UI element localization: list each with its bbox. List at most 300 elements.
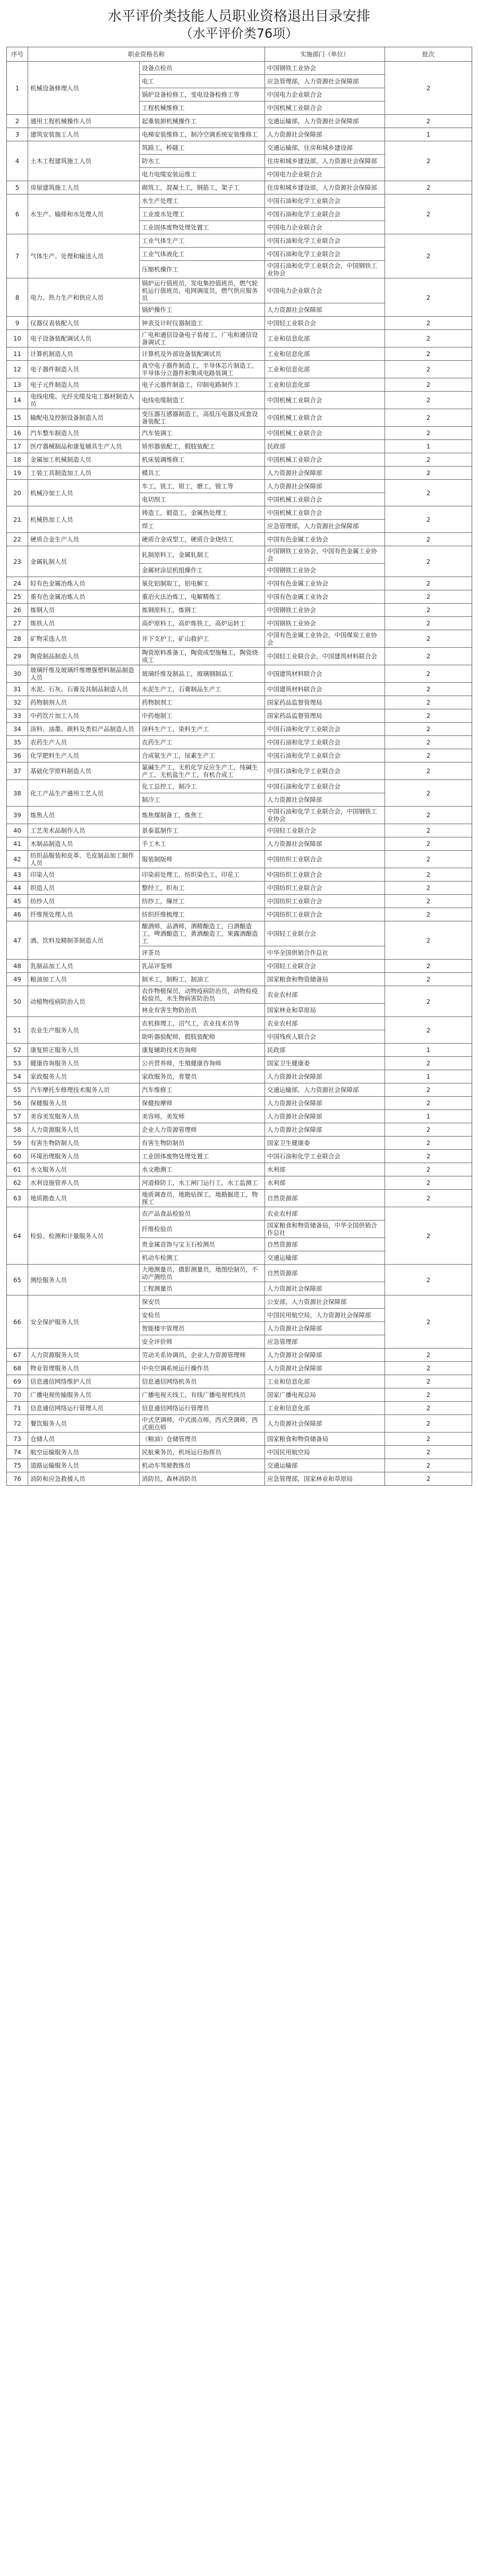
row-batch: 2: [385, 1349, 472, 1362]
row-dept: 中国纺织工业联合会: [265, 851, 385, 868]
table-row: [7, 665, 472, 683]
row-dept: 中国石油和化学工业联合会: [265, 208, 385, 221]
table-row: [7, 882, 472, 895]
row-seq: 60: [7, 1150, 28, 1163]
row-category: 炼铁人员: [28, 617, 140, 630]
table-row: [7, 824, 472, 837]
row-batch: 2: [385, 630, 472, 648]
row-batch: 2: [385, 1057, 472, 1070]
row-category: 安全保护服务人员: [28, 1295, 140, 1349]
row-batch: 2: [385, 506, 472, 533]
row-occupation: 汽车维修工: [140, 1083, 265, 1097]
table-row: [7, 590, 472, 604]
row-batch: 2: [385, 604, 472, 617]
row-seq: 69: [7, 1375, 28, 1388]
row-dept: 中国建筑材料联合会: [265, 665, 385, 683]
row-occupation: 水文勘测工: [140, 1163, 265, 1176]
row-category: 木制品制造人员: [28, 837, 140, 851]
row-batch: 2: [385, 480, 472, 506]
table-row: [7, 1176, 472, 1190]
table-row: [7, 1472, 472, 1486]
row-seq: 37: [7, 762, 28, 780]
row-occupation: 林业有害生物防治员: [140, 1004, 265, 1017]
row-occupation: 锅炉运行值班员，发电集控值班员，燃气轮机运行值班员，电网调度员，燃气供应服务员: [140, 278, 265, 303]
row-occupation: 机床装调维修工: [140, 453, 265, 467]
row-dept: 人力资源社会保障部: [265, 837, 385, 851]
row-category: 餐饮服务人员: [28, 1415, 140, 1433]
row-occupation: 景泰蓝制作工: [140, 824, 265, 837]
row-occupation: 消防员，森林消防员: [140, 1472, 265, 1486]
row-batch: 2: [385, 723, 472, 736]
row-seq: 22: [7, 533, 28, 546]
row-dept: 人力资源社会保障部: [265, 1322, 385, 1335]
row-occupation: 手工木工: [140, 837, 265, 851]
row-occupation: 砌筑工，混凝土工，钢筋工，架子工: [140, 181, 265, 194]
table-row: [7, 908, 472, 921]
row-category: 玻璃纤维及玻璃纤维增强塑料制品制造人员: [28, 665, 140, 683]
row-batch: 2: [385, 851, 472, 868]
row-batch: 2: [385, 533, 472, 546]
row-occupation: 地质调查员，地勘钻探工，地勘掘进工，物探工: [140, 1190, 265, 1207]
table-row: [7, 723, 472, 736]
table-row: [7, 533, 472, 546]
row-batch: 2: [385, 115, 472, 128]
row-batch: 2: [385, 378, 472, 392]
row-dept: 国家卫生健康委: [265, 1057, 385, 1070]
row-seq: 24: [7, 577, 28, 590]
row-occupation: 防水工: [140, 155, 265, 168]
row-seq: 63: [7, 1190, 28, 1207]
row-seq: 9: [7, 317, 28, 330]
row-category: 机械设备修理人员: [28, 62, 140, 115]
row-batch: 2: [385, 62, 472, 115]
row-occupation: 工程测量员: [140, 1282, 265, 1295]
table-row: [7, 1044, 472, 1057]
row-seq: 43: [7, 868, 28, 882]
row-occupation: 涂料生产工，染料生产工: [140, 723, 265, 736]
row-occupation: 印染前处理工，纺织染色工，印花工: [140, 868, 265, 882]
row-occupation: 工业固体废物处理处置工: [140, 1150, 265, 1163]
row-batch: 2: [385, 807, 472, 824]
row-seq: 67: [7, 1349, 28, 1362]
row-occupation: 汽车装调工: [140, 427, 265, 440]
row-category: 仪器仪表装配人员: [28, 317, 140, 330]
table-body: [7, 62, 472, 1486]
table-row: [7, 1163, 472, 1176]
row-dept: 人力资源社会保障部: [265, 480, 385, 493]
row-occupation: 炼钢原料工，炼钢工: [140, 604, 265, 617]
row-category: 金属加工机械制造人员: [28, 453, 140, 467]
row-occupation: 电线电缆制造工: [140, 392, 265, 409]
row-batch: 2: [385, 683, 472, 696]
table-row: [7, 348, 472, 361]
table-row: [7, 467, 472, 480]
row-dept: 交通运输部: [265, 1251, 385, 1265]
table-row: [7, 506, 472, 520]
row-seq: 8: [7, 278, 28, 317]
row-occupation: 酿酒师，品酒师，酒精酿造工，白酒酿造工，啤酒酿造工，黄酒酿造工，果露酒酿造工: [140, 921, 265, 946]
table-row: [7, 194, 472, 208]
row-dept: 中国机械工业联合会: [265, 409, 385, 427]
row-seq: 31: [7, 683, 28, 696]
table-row: [7, 1295, 472, 1309]
row-seq: 1: [7, 62, 28, 115]
row-dept: 住房和城乡建设部，人力资源社会保障部: [265, 155, 385, 168]
row-occupation: 电工: [140, 75, 265, 88]
row-category: 航空运输服务人员: [28, 1446, 140, 1459]
document-subtitle: （水平评价类76项）: [180, 26, 298, 41]
table-row: [7, 851, 472, 868]
row-category: 陶瓷制品制造人员: [28, 648, 140, 665]
row-batch: 2: [385, 780, 472, 807]
table-row: [7, 807, 472, 824]
row-category: 矿物采选人员: [28, 630, 140, 648]
row-batch: 2: [385, 1433, 472, 1446]
row-dept: 中国钢铁工业协会: [265, 617, 385, 630]
row-occupation: 筑路工，桥隧工: [140, 141, 265, 155]
table-row: [7, 392, 472, 409]
row-occupation: 工业固体废物处理处置工: [140, 221, 265, 234]
row-category: 印染人员: [28, 868, 140, 882]
row-batch: 2: [385, 409, 472, 427]
row-dept: 国家卫生健康委: [265, 1137, 385, 1150]
row-seq: 38: [7, 780, 28, 807]
row-seq: 6: [7, 194, 28, 234]
row-category: 硬质合金生产人员: [28, 533, 140, 546]
row-batch: 2: [385, 1375, 472, 1388]
table-row: [7, 630, 472, 648]
row-batch: 2: [385, 648, 472, 665]
table-row: [7, 1459, 472, 1472]
row-dept: 交通运输部，住房和城乡建设部: [265, 141, 385, 155]
row-seq: 35: [7, 736, 28, 749]
row-occupation: 合成氨生产工，尿素生产工: [140, 749, 265, 762]
row-seq: 7: [7, 234, 28, 278]
row-occupation: 硬质合金成型工，硬质合金烧结工: [140, 533, 265, 546]
row-seq: 21: [7, 506, 28, 533]
row-batch: 2: [385, 762, 472, 780]
row-occupation: 压缩机操作工: [140, 261, 265, 278]
table-row: [7, 427, 472, 440]
row-occupation: 中药炮制工: [140, 709, 265, 723]
table-row: [7, 361, 472, 378]
row-occupation: 民航乘务员，机场运行指挥员: [140, 1446, 265, 1459]
row-seq: 34: [7, 723, 28, 736]
row-seq: 68: [7, 1362, 28, 1375]
row-category: 汽车摩托车修理技术服务人员: [28, 1083, 140, 1097]
row-batch: 2: [385, 908, 472, 921]
row-dept: 自然资源部: [265, 1238, 385, 1251]
row-batch: 2: [385, 1083, 472, 1097]
row-seq: 51: [7, 1017, 28, 1044]
row-occupation: 玻璃纤维及制品工，玻璃钢制品工: [140, 665, 265, 683]
table-row: [7, 1415, 472, 1433]
table-row: [7, 604, 472, 617]
row-occupation: 中央空调系统运行操作员: [140, 1362, 265, 1375]
row-category: 农药生产人员: [28, 736, 140, 749]
row-batch: 1: [385, 1044, 472, 1057]
table-row: [7, 317, 472, 330]
row-occupation: 评茶员: [140, 946, 265, 960]
row-occupation: 设备点检员: [140, 62, 265, 75]
row-batch: 1: [385, 1110, 472, 1123]
row-category: 人力资源服务人员: [28, 1123, 140, 1137]
row-occupation: 高炉原料工，高炉炼铁工，高炉运转工: [140, 617, 265, 630]
row-seq: 10: [7, 330, 28, 348]
row-dept: 国家粮食和物资储备局: [265, 1433, 385, 1446]
row-category: 检验、检测和计量服务人员: [28, 1207, 140, 1265]
table-row: [7, 378, 472, 392]
row-seq: 48: [7, 960, 28, 973]
row-category: 水利设施管养人员: [28, 1176, 140, 1190]
row-occupation: 助听器验配师，假肢装配师: [140, 1030, 265, 1044]
row-dept: 水利部: [265, 1176, 385, 1190]
row-occupation: 焊工: [140, 520, 265, 533]
row-dept: 中国有色金属工业协会，中国煤炭工业协会: [265, 630, 385, 648]
row-occupation: 制冷工: [140, 793, 265, 807]
row-seq: 55: [7, 1083, 28, 1097]
row-dept: 中国轻工业联合会: [265, 317, 385, 330]
header-dept: 实施部门（单位）: [265, 47, 385, 62]
row-dept: 应急管理部，人力资源社会保障部: [265, 75, 385, 88]
row-batch: 2: [385, 453, 472, 467]
row-category: 物业管理服务人员: [28, 1362, 140, 1375]
row-occupation: 机动车驾驶教练员: [140, 1459, 265, 1472]
table-row: [7, 141, 472, 155]
row-dept: 中国石油和化学工业联合会: [265, 194, 385, 208]
row-batch: 2: [385, 1446, 472, 1459]
row-batch: 2: [385, 1150, 472, 1163]
row-dept: 国家药品监督管理局: [265, 696, 385, 709]
row-category: 健康咨询服务人员: [28, 1057, 140, 1070]
row-category: 化学肥料生产人员: [28, 749, 140, 762]
row-batch: 2: [385, 1459, 472, 1472]
row-dept: 人力资源社会保障部: [265, 303, 385, 317]
row-category: 广播电视传输服务人员: [28, 1388, 140, 1402]
row-category: 化工产品生产通用工艺人员: [28, 780, 140, 807]
row-occupation: 工业气体生产工: [140, 234, 265, 248]
row-seq: 19: [7, 467, 28, 480]
row-batch: 2: [385, 577, 472, 590]
row-batch: 2: [385, 665, 472, 683]
row-dept: 农业农村部: [265, 1207, 385, 1221]
row-occupation: 贵金属首饰与宝玉石检测员: [140, 1238, 265, 1251]
row-seq: 13: [7, 378, 28, 392]
row-dept: 应急管理部，人力资源社会保障部: [265, 520, 385, 533]
table-row: [7, 546, 472, 564]
table-row: [7, 749, 472, 762]
row-dept: 国家林业和草原局: [265, 1004, 385, 1017]
row-seq: 76: [7, 1472, 28, 1486]
row-occupation: 广电和通信设备电子装接工，广电和通信设备调试工: [140, 330, 265, 348]
row-seq: 45: [7, 895, 28, 908]
row-occupation: 安全评价师: [140, 1335, 265, 1349]
row-seq: 53: [7, 1057, 28, 1070]
table-row: [7, 453, 472, 467]
row-dept: 中国电力企业联合会: [265, 88, 385, 101]
row-occupation: 锅炉设备检修工，变电设备检修工等: [140, 88, 265, 101]
row-category: 机械冷加工人员: [28, 480, 140, 506]
row-category: 中药饮片加工人员: [28, 709, 140, 723]
row-occupation: 井下支护工，矿山救护工: [140, 630, 265, 648]
row-dept: 中国轻工业联合会: [265, 921, 385, 946]
row-batch: 2: [385, 361, 472, 378]
table-row: [7, 409, 472, 427]
row-occupation: 电切削工: [140, 493, 265, 506]
table-row: [7, 1265, 472, 1282]
row-seq: 50: [7, 986, 28, 1017]
row-dept: 中国建筑材料联合会: [265, 683, 385, 696]
row-dept: 民政部: [265, 1044, 385, 1057]
row-batch: 2: [385, 617, 472, 630]
header-seq: 序号: [7, 47, 28, 62]
row-dept: 工业和信息化部: [265, 378, 385, 392]
row-category: 电线电缆、光纤光缆及电工器材制造人员: [28, 392, 140, 409]
row-dept: 中国纺织工业联合会: [265, 908, 385, 921]
row-dept: 中国民用航空局: [265, 1446, 385, 1459]
row-batch: 2: [385, 1415, 472, 1433]
row-seq: 49: [7, 973, 28, 986]
table-row: [7, 62, 472, 75]
row-occupation: 电梯安装维修工，制冷空调系统安装维修工: [140, 128, 265, 141]
row-dept: 国家广播电视总局: [265, 1388, 385, 1402]
table-row: [7, 683, 472, 696]
row-occupation: 真空电子器件制造工，半导体芯片制造工，半导体分立器件和集成电路装调工: [140, 361, 265, 378]
row-seq: 3: [7, 128, 28, 141]
row-occupation: 服装制版师: [140, 851, 265, 868]
row-dept: 中国电力企业联合会: [265, 278, 385, 303]
row-batch: 2: [385, 736, 472, 749]
row-category: 酒、饮料及精制茶制造人员: [28, 921, 140, 960]
row-occupation: 公共营养师，生殖健康咨询师: [140, 1057, 265, 1070]
row-category: 土木工程建筑施工人员: [28, 141, 140, 181]
table-row: [7, 960, 472, 973]
row-batch: 1: [385, 440, 472, 453]
table-row: [7, 1446, 472, 1459]
row-category: 炼钢人员: [28, 604, 140, 617]
row-seq: 33: [7, 709, 28, 723]
document-title: 水平评价类技能人员职业资格退出目录安排: [107, 9, 370, 24]
row-batch: 2: [385, 317, 472, 330]
row-dept: 中国轻工业联合会，中国建筑材料联合会: [265, 648, 385, 665]
row-dept: 中国纺织工业联合会: [265, 868, 385, 882]
row-seq: 71: [7, 1402, 28, 1415]
row-dept: 中国电力企业联合会: [265, 168, 385, 181]
row-category: 美容美发服务人员: [28, 1110, 140, 1123]
row-dept: 中国钢铁工业协会，中国有色金属工业协会: [265, 546, 385, 564]
row-dept: 中国机械工业联合会: [265, 392, 385, 409]
row-seq: 73: [7, 1433, 28, 1446]
row-occupation: 保健按摩师: [140, 1097, 265, 1110]
row-occupation: 药物制剂工: [140, 696, 265, 709]
row-category: 消防和应急救援人员: [28, 1472, 140, 1486]
row-dept: 人力资源社会保障部: [265, 1349, 385, 1362]
table-row: [7, 1349, 472, 1362]
row-occupation: 纺织纤维梳理工: [140, 908, 265, 921]
row-seq: 30: [7, 665, 28, 683]
row-seq: 27: [7, 617, 28, 630]
row-dept: 中国轻工业联合会: [265, 960, 385, 973]
table-row: [7, 1083, 472, 1097]
table-row: [7, 1123, 472, 1137]
row-seq: 61: [7, 1163, 28, 1176]
row-seq: 41: [7, 837, 28, 851]
row-dept: 交通运输部，人力资源社会保障部: [265, 1083, 385, 1097]
row-category: 重有色金属冶炼人员: [28, 590, 140, 604]
row-batch: 2: [385, 348, 472, 361]
table-row: [7, 1110, 472, 1123]
row-dept: 中国石油和化学工业联合会: [265, 780, 385, 793]
row-occupation: 劳动关系协调员，企业人力资源管理师: [140, 1349, 265, 1362]
table-row: [7, 762, 472, 780]
row-occupation: 车工，铣工，钳工，磨工，镗工等: [140, 480, 265, 493]
row-category: 测绘服务人员: [28, 1265, 140, 1295]
table-row: [7, 780, 472, 793]
table-row: [7, 696, 472, 709]
row-batch: 2: [385, 1190, 472, 1207]
row-category: 轻有色金属冶炼人员: [28, 577, 140, 590]
row-occupation: 美容师，美发师: [140, 1110, 265, 1123]
row-seq: 25: [7, 590, 28, 604]
row-dept: 住房和城乡建设部，人力资源社会保障部: [265, 181, 385, 194]
row-occupation: 整经工，织布工: [140, 882, 265, 895]
table-row: [7, 1190, 472, 1207]
row-batch: 2: [385, 194, 472, 234]
table-row: [7, 648, 472, 665]
row-category: 基础化学原料制造人员: [28, 762, 140, 780]
row-dept: 中国石油和化学工业联合会: [265, 736, 385, 749]
row-seq: 28: [7, 630, 28, 648]
table-row: [7, 181, 472, 194]
row-occupation: 纤维检验员: [140, 1221, 265, 1238]
row-category: 信息通信网络运行管理人员: [28, 1402, 140, 1415]
row-dept: 中国电力企业联合会: [265, 221, 385, 234]
row-dept: 人力资源社会保障部: [265, 1110, 385, 1123]
row-category: 房屋建筑施工人员: [28, 181, 140, 194]
table-row: [7, 1097, 472, 1110]
row-dept: 中国有色金属工业协会: [265, 577, 385, 590]
table-row: [7, 234, 472, 248]
table-row: [7, 1433, 472, 1446]
row-batch: 2: [385, 1265, 472, 1295]
row-batch: 2: [385, 1295, 472, 1349]
table-row: [7, 1150, 472, 1163]
row-occupation: 炼焦煤制备工，炼焦工: [140, 807, 265, 824]
row-seq: 54: [7, 1070, 28, 1083]
row-batch: 2: [385, 749, 472, 762]
row-dept: 中国民用航空局，人力资源社会保障部: [265, 1309, 385, 1322]
row-dept: 中华全国供销合作总社: [265, 946, 385, 960]
row-category: 金属轧制人员: [28, 546, 140, 577]
row-seq: 26: [7, 604, 28, 617]
row-dept: 工业和信息化部: [265, 348, 385, 361]
row-dept: 人力资源社会保障部: [265, 1097, 385, 1110]
row-category: 乳制品加工人员: [28, 960, 140, 973]
row-category: 建筑安装施工人员: [28, 128, 140, 141]
row-seq: 57: [7, 1110, 28, 1123]
row-occupation: 工业废水处理工: [140, 208, 265, 221]
row-dept: 中国钢铁工业协会: [265, 564, 385, 577]
row-dept: 中国石油和化学工业联合会: [265, 1150, 385, 1163]
row-seq: 62: [7, 1176, 28, 1190]
row-dept: 水利部: [265, 1163, 385, 1176]
row-occupation: 企业人力资源管理师: [140, 1123, 265, 1137]
row-dept: 中国石油和化学工业联合会，中国钢铁工业协会: [265, 261, 385, 278]
row-category: 信息通信网络维护人员: [28, 1375, 140, 1388]
row-dept: 人力资源社会保障部: [265, 128, 385, 141]
row-dept: 公安部，人力资源社会保障部: [265, 1295, 385, 1309]
row-seq: 64: [7, 1207, 28, 1265]
